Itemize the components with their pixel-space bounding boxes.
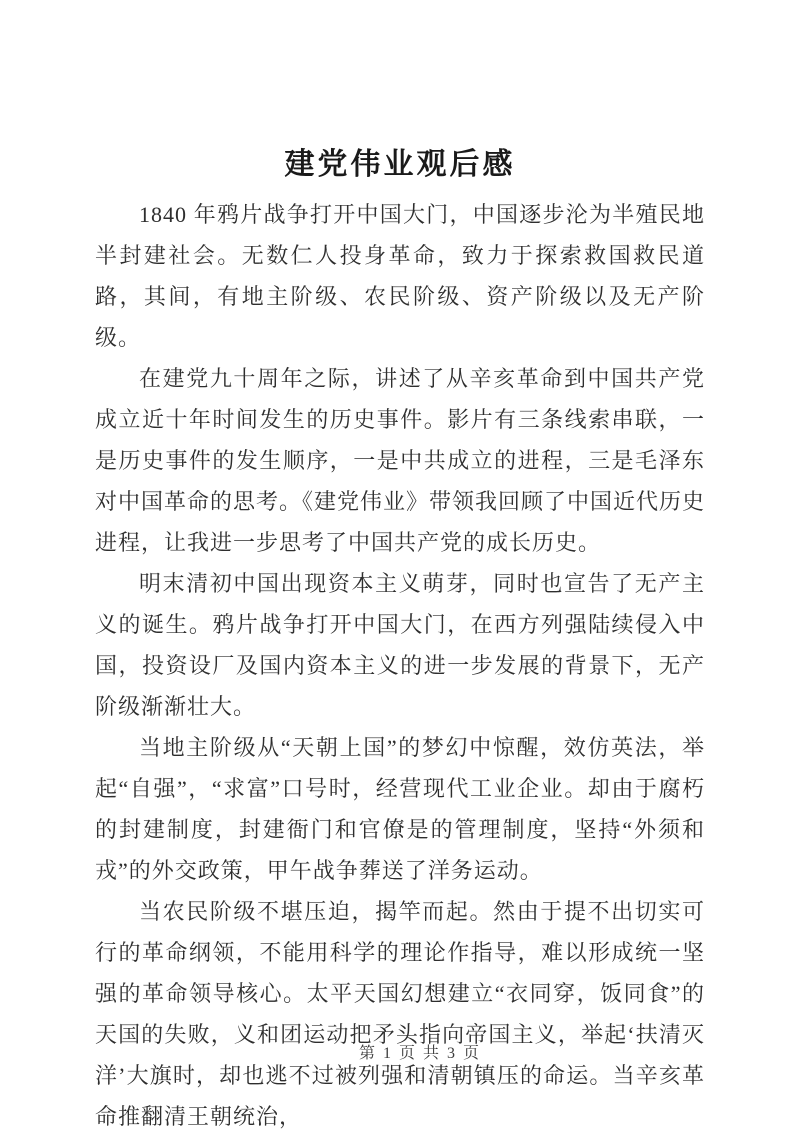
footer-page-label: 第 1 页 共 3 页 <box>358 1045 481 1062</box>
paragraph-peasant-class: 当农民阶级不堪压迫，揭竿而起。然由于提不出切实可行的革命纲领，不能用科学的理论作指导，难以形成统一坚强的革命领导核心。太平天国幻想建立“衣同穿，饭同食”的天国的失败，义和团运动把矛头指向帝国主义，举起‘扶清灭洋’大旗时，却也逃不过被列强和清朝镇压的命运。当辛亥革命推翻清王朝统治， <box>95 899 706 1129</box>
document-body <box>95 194 705 1131</box>
paragraph-intro-1840: 1840 年鸦片战争打开中国大门，中国逐步沦为半殖民地半封建社会。无数仁人投身革命，致力于探索救国救民道路，其间，有地主阶级、农民阶级、资产阶级以及无产阶级。 <box>95 202 705 350</box>
paragraph-landlord-class: 当地主阶级从“天朝上国”的梦幻中惊醒，效仿英法，举起“自强”，“求富”口号时，经营现代工业企业。却由于腐朽的封建制度，封建衙门和官僚是的管理制度，坚持“外须和戎”的外交政策，甲午战争葬送了洋务运动。 <box>95 735 705 883</box>
page-footer <box>20 1040 800 1063</box>
paragraph-film-overview: 在建党九十周年之际，讲述了从辛亥革命到中国共产党成立近十年时间发生的历史事件。影片有三条线索串联，一是历史事件的发生顺序，一是中共成立的进程，三是毛泽东对中国革命的思考。《建党伟业》带领我回顾了中国近代历史进程，让我进一步思考了中国共产党的成长历史。 <box>95 366 706 555</box>
paragraph-capitalism-sprout: 明末清初中国出现资本主义萌芽，同时也宣告了无产主义的诞生。鸦片战争打开中国大门，在西方列强陆续侵入中国，投资设厂及国内资本主义的进一步发展的背景下，无产阶级渐渐壮大。 <box>95 571 705 719</box>
document-title: 建党伟业观后感 <box>284 148 516 181</box>
